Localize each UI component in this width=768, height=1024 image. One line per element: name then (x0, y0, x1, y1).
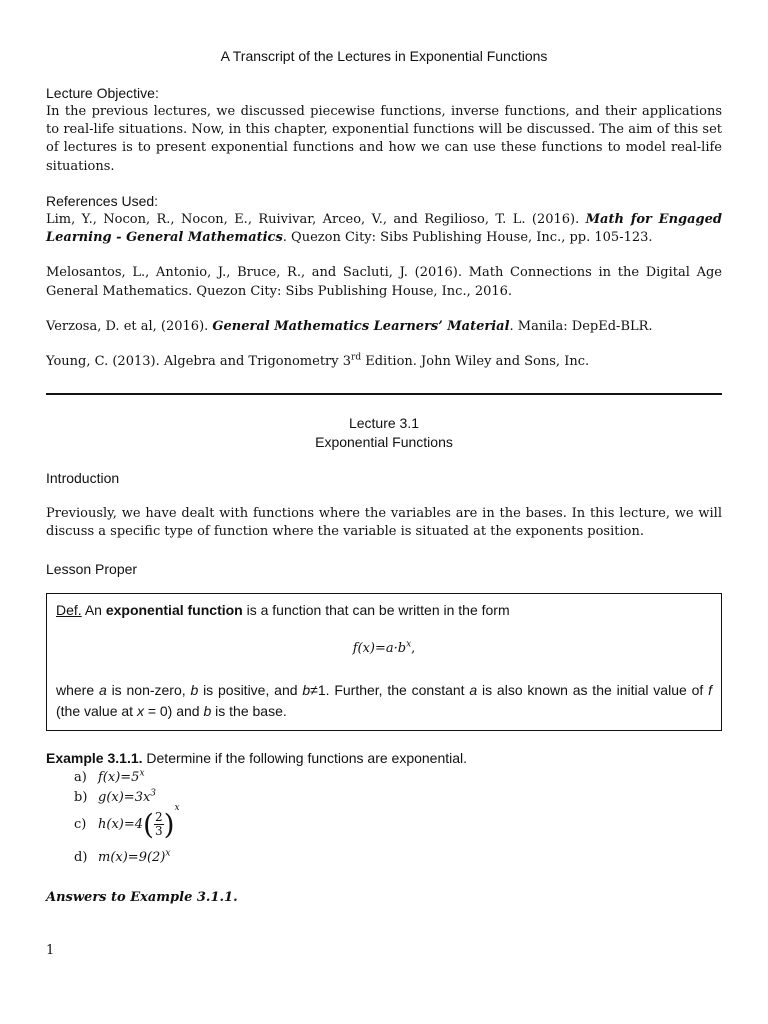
introduction-text: Previously, we have dealt with functions where the variables are in the bases. In this lecture, we will discuss a specific type of function where the variable is situated at the exponents position. (46, 506, 722, 540)
objective-section (46, 85, 722, 176)
example-heading: Example 3.1.1. Determine if the following functions are exponential. (46, 750, 468, 766)
list-item: c) h(x)=4( $\frac{2}{3}$ )$^x$ (74, 803, 180, 841)
definition-term: exponential function (105, 602, 243, 618)
lesson-heading: Lesson Proper (46, 561, 138, 577)
reference-item: Verzosa, D. et al, (2016). General Mathematics Learners’ Material. Manila: DepEd-BLR. (46, 318, 653, 334)
objective-text: In the previous lectures, we discussed piecewise functions, inverse functions, and their applications to real-life situations. Now, in this chapter, exponential functions will be discussed. The aim of this set of lectures is to present exponential functions and how we can use these functions to model real-life situations. (46, 104, 722, 174)
lecture-heading (46, 414, 722, 452)
definition-label: Def. (56, 602, 82, 618)
definition-box (46, 593, 722, 731)
document-title: A Transcript of the Lectures in Exponential Functions (220, 48, 548, 64)
definition-intro: Def. An exponential function is a function that can be written in the form (56, 602, 510, 618)
list-item: a) $f(x)=5^x$ (74, 768, 145, 785)
answers-heading: Answers to Example 3.1.1. (46, 890, 238, 905)
reference-item: Melosantos, L., Antonio, J., Bruce, R., and Sacluti, J. (2016). Math Connections in the Digital Age General Mathematics. Quezon City: Sibs Publishing House, Inc., 2016. (46, 265, 722, 299)
reference-item: Young, C. (2013). Algebra and Trigonometry 3rd Edition. John Wiley and Sons, Inc. (46, 352, 590, 370)
references-heading: References Used: (46, 193, 159, 209)
introduction-heading: Introduction (46, 470, 120, 486)
list-item: b) $g(x)=3x^3$ (74, 788, 157, 805)
definition-conditions: where a is non-zero, b is positive, and b≠1. Further, the constant a is also known as the initial value of f (the value at x = 0) and b is the base. (56, 682, 712, 719)
fraction: $\frac{2}{3}$ (154, 810, 163, 838)
lecture-name: Exponential Functions (315, 434, 453, 450)
objective-heading: Lecture Objective: (46, 85, 159, 101)
references-section (46, 193, 722, 371)
page-number: 1 (46, 943, 55, 958)
list-item: d) $m(x)=9(2)^x$ (74, 848, 171, 865)
section-divider (46, 393, 722, 395)
definition-formula: $f(x)=a\cdot b^x$, (352, 639, 416, 656)
lecture-number: Lecture 3.1 (348, 415, 420, 431)
example-label: Example 3.1.1. (46, 750, 143, 766)
reference-item: Lim, Y., Nocon, R., Nocon, E., Ruivivar, Arceo, V., and Regilioso, T. L. (2016). Math for Engaged Learning - General Mathematics. Quezon City: Sibs Publishing House, Inc., pp. 105-123. (46, 212, 723, 246)
